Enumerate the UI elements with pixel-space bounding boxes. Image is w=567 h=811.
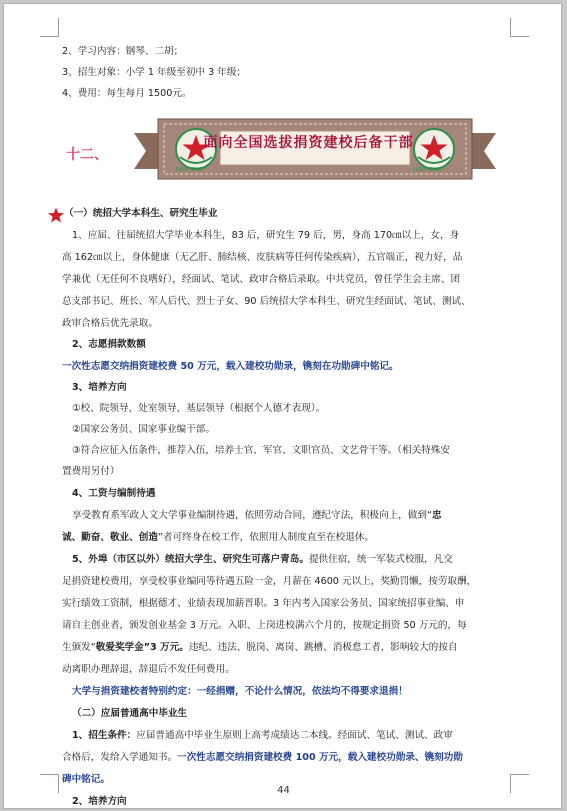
paragraph-line: 1、应届、往届统招大学毕业本科生，83 后，研究生 79 后，男，身高 170㎝以上，女，身 [72,230,460,241]
direction-item: ②国家公务员、国家事业编干部。 [72,424,215,435]
item-heading: 5、外埠（市区以外）统招大学生、研究生可落户青岛。 [72,554,309,565]
crop-mark-top-left [40,18,59,37]
subsection-heading: （一）统招大学本科生、研究生毕业 [64,208,218,219]
paragraph-line: 动离职办理辞退，辞退后不发任何费用。 [62,664,235,675]
paragraph-line [72,506,534,526]
donation-statement: 一次性志愿交纳捐资建校费 50 万元，载入建校功勋录，镌刻在功勋碑中铭记。 [62,361,399,372]
text-run: 违纪、违法、脱岗、离岗、跳槽、消极怠工者，影响较大的按自 [188,642,458,653]
text-run: 生颁发“ [62,642,96,653]
emphasis-text: 敬爱奖学金”3 万元。 [95,642,189,653]
document-page [3,3,562,809]
item-heading: 2、培养方向 [72,796,127,807]
donation-statement: 一次性志愿交纳捐资建校费 100 万元，载入建校功勋录、镌刻功勋 [177,752,463,763]
text-run: 提供住宿，统一军装式校服，凡交 [308,554,453,565]
text-run: ”者可终身在校工作，依照用人制度直至在校退休。 [157,532,374,543]
emphasis-text: 诚、勤奋、敬业、创造 [62,532,158,543]
page-number: 44 [277,785,290,796]
text-run: 合格后，发给入学通知书。 [62,752,178,763]
direction-item: 置费用另付） [62,466,120,477]
item-heading: 3、培养方向 [72,382,127,393]
donation-statement: 碑中铭记。 [62,774,110,785]
item-heading: 1、招生条件： [72,730,137,741]
emphasis-text: 忠 [431,510,442,521]
paragraph-line: 政审合格后优先录取。 [62,318,158,329]
list-item: 2、学习内容：钢琴、二胡； [62,46,184,57]
subsection-heading: （二）应届普通高中毕业生 [72,708,188,719]
direction-item: ③符合应征入伍条件，推荐入伍，培养士官、军官、文职官员、文艺骨干等。（相关特殊安 [72,445,450,456]
paragraph-line: 总支部书记、班长、军人后代、烈士子女、90 后统招大学本科生、研究生经面试、笔试、测试、 [62,296,471,307]
list-item: 3、招生对象：小学 1 年级至初中 3 年级； [62,67,247,78]
badge-text: JUNZHENG [414,167,441,173]
special-agreement: 大学与捐资建校者特别约定：一经捐赠，不论什么情况，依法均不得要求退捐！ [72,686,408,697]
section-title: 面向全国选拔捐资建校后备干部 [203,135,414,151]
paragraph-line [72,726,534,746]
paragraph-line [62,528,524,548]
paragraph-line [62,638,524,658]
paragraph-line: 足捐资建校费用，享受校事业编同等待遇五险一金，月薪在 4600 元以上，奖勤罚懒，按劳取酬， [62,576,477,587]
paragraph-line: 学兼优（无任何不良嗜好），经面试、笔试、政审合格后录取。中共党员，曾任学生会主席、团 [62,274,461,285]
direction-item: ①校、院领导，处室领导，基层领导（根据个人德才表现）。 [72,403,326,414]
text-run: 应届普通高中毕业生原则上高考成绩达二本线。经面试、笔试、测试、政审 [136,730,453,741]
item-heading: 4、工资与编制待遇 [72,488,156,499]
paragraph-line [62,748,524,768]
item-heading: 2、志愿捐款数额 [72,339,146,350]
paragraph-line [72,550,534,570]
paragraph-line: 请自主创业者，颁发创业基金 3 万元。入职、上岗进校满六个月的，按规定捐资 50 万元的，每 [62,620,467,631]
badge-text: JUNZHENG [176,167,203,173]
list-item: 4、费用：每生每月 1500元。 [62,88,192,99]
paragraph-line: 实行绩效工资制，根据德才、业绩表现加薪晋职。3 年内考入国家公务员、国家统招事业编、申 [62,598,465,609]
section-number: 十二、 [66,147,108,163]
text-run: 享受教育系军政人文大学事业编制待遇，依照劳动合同，遵纪守法，积极向上，做到“ [72,510,432,521]
star-bullet-icon [48,207,64,223]
crop-mark-top-right [510,18,529,37]
paragraph-line: 高 162㎝以上，身体健康（无乙肝、肺结核、皮肤病等任何传染疾病），五官端正，视力好，品 [62,252,463,263]
